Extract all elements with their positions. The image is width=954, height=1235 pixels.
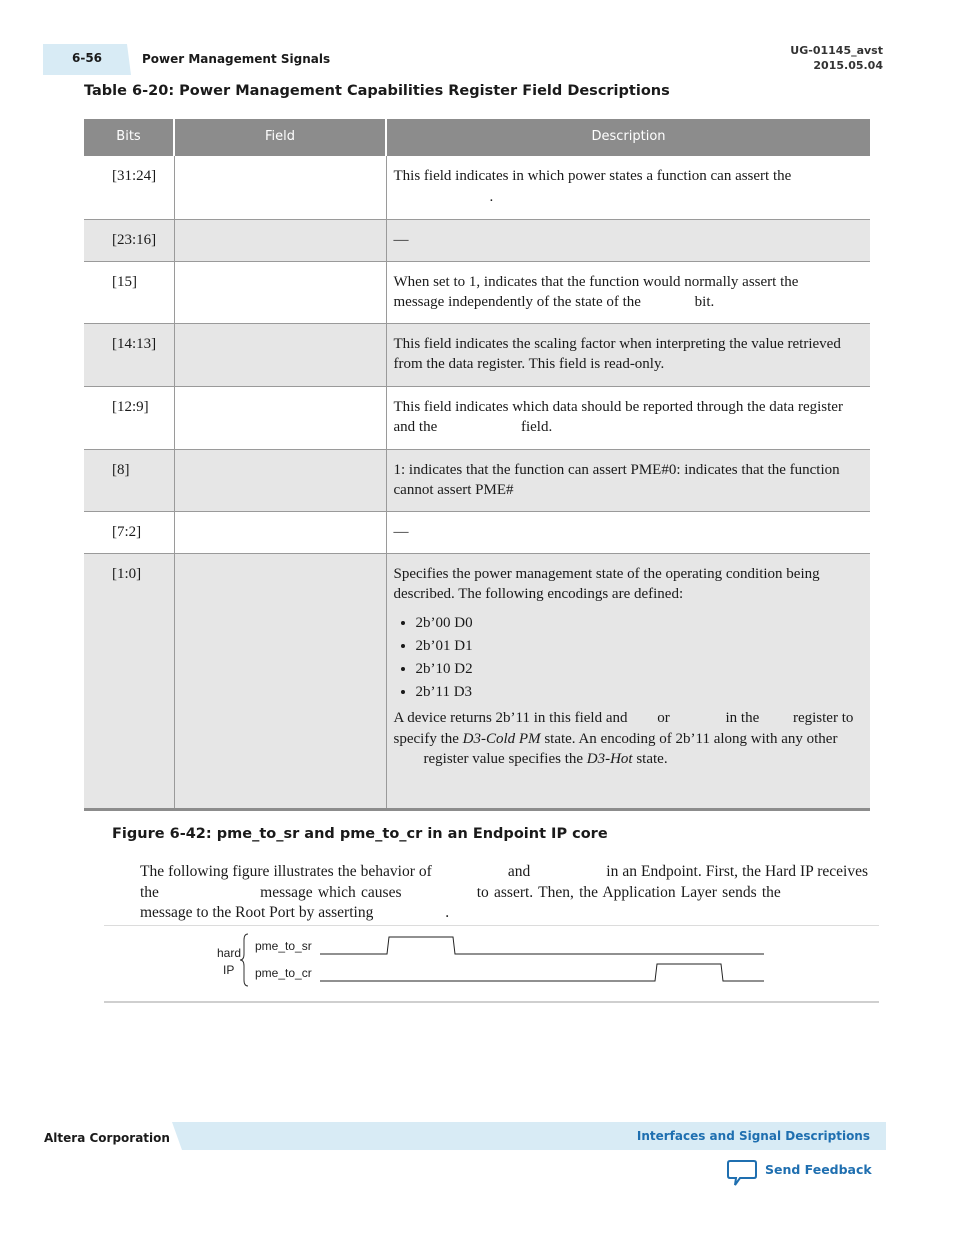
- table-row: [84, 553, 870, 809]
- group-brace: [240, 934, 248, 986]
- waveform-pme-to-cr: [320, 964, 764, 981]
- bits-cell: [14:13]: [84, 323, 174, 386]
- send-feedback-link[interactable]: Send Feedback: [765, 1162, 872, 1177]
- field-cell: [174, 511, 386, 553]
- description-cell: —: [386, 511, 870, 553]
- signal-label-pme-to-cr: pme_to_cr: [255, 966, 312, 980]
- bits-cell: [31:24]: [84, 156, 174, 219]
- doc-info: [790, 43, 883, 73]
- list-item: • 2b’11 D3: [416, 682, 863, 703]
- section-title: Power Management Signals: [142, 52, 331, 66]
- table-row: [84, 156, 870, 219]
- field-cell: [174, 261, 386, 323]
- description-cell: 1: indicates that the function can assert PME#0: indicates that the function cannot assert PME#: [386, 449, 870, 511]
- description-cell: —: [386, 219, 870, 261]
- list-item: • 2b’01 D1: [416, 636, 863, 657]
- table-row: [84, 219, 870, 261]
- doc-date: 2015.05.04: [813, 59, 883, 72]
- table-row: [84, 386, 870, 449]
- field-cell: [174, 156, 386, 219]
- field-cell: [174, 386, 386, 449]
- table-row: [84, 323, 870, 386]
- encoding-list: [394, 613, 863, 703]
- bits-cell: [8]: [84, 449, 174, 511]
- encoding-note: A device returns 2b’11 in this field and or in the register to specify the D3-Cold PM state. An encoding of 2b’11 along with any other register value specifies the D3-Hot state.: [393, 710, 854, 767]
- feedback-icon[interactable]: [727, 1159, 757, 1187]
- description-cell: [386, 156, 870, 219]
- encoding-intro: Specifies the power management state of the operating condition being described. The following encodings are defined:: [393, 565, 820, 602]
- bits-cell: [7:2]: [84, 511, 174, 553]
- list-item: • 2b’00 D0: [416, 613, 863, 634]
- field-cell: [174, 323, 386, 386]
- doc-id: UG-01145_avst: [790, 44, 883, 57]
- page-number: 6-56: [71, 51, 103, 65]
- description-text: field.: [520, 419, 553, 435]
- column-header-field: Field: [174, 119, 386, 156]
- waveform-pme-to-sr: [320, 937, 764, 954]
- signal-label-pme-to-sr: pme_to_sr: [255, 939, 312, 953]
- group-label-ip: IP: [223, 963, 235, 977]
- column-header-description: Description: [386, 119, 870, 156]
- field-cell: [174, 219, 386, 261]
- register-table: [84, 119, 870, 811]
- figure-bottom-rule: [104, 1001, 879, 1003]
- table-row: [84, 261, 870, 323]
- description-cell: [386, 261, 870, 323]
- bits-cell: [1:0]: [84, 553, 174, 809]
- description-text: message independently of the state of the: [393, 294, 641, 310]
- list-item: • 2b’10 D2: [416, 659, 863, 680]
- footer-section-link[interactable]: Interfaces and Signal Descriptions: [636, 1129, 870, 1143]
- bits-cell: [15]: [84, 261, 174, 323]
- field-cell: [174, 449, 386, 511]
- figure-description: The following figure illustrates the behavior of and in an Endpoint. First, the Hard IP receives the message which causes to assert. Then, the Application Layer sends the message to the Root Port by asserting .: [140, 863, 869, 921]
- bits-cell: [12:9]: [84, 386, 174, 449]
- figure-caption: Figure 6-42: pme_to_sr and pme_to_cr in an Endpoint IP core: [112, 826, 608, 842]
- figure-top-rule: [104, 925, 879, 926]
- description-text: When set to 1, indicates that the function would normally assert the: [393, 273, 799, 290]
- table-caption: Table 6-20: Power Management Capabilities Register Field Descriptions: [84, 83, 670, 99]
- description-cell: [386, 553, 870, 809]
- description-text: This field indicates in which power states a function can assert the: [393, 168, 792, 184]
- column-header-bits: Bits: [84, 119, 174, 156]
- description-text: .: [489, 188, 494, 205]
- field-cell: [174, 553, 386, 809]
- description-cell: [386, 386, 870, 449]
- table-header-row: [84, 119, 870, 156]
- group-label-hard: hard: [217, 946, 242, 960]
- description-text: This field indicates which data should be reported through the data register and the: [393, 398, 843, 435]
- company-name: Altera Corporation: [44, 1131, 170, 1145]
- table-row: [84, 511, 870, 553]
- timing-diagram: [104, 928, 784, 992]
- description-cell: This field indicates the scaling factor when interpreting the value retrieved from the data register. This field is read-only.: [386, 323, 870, 386]
- table-row: [84, 449, 870, 511]
- description-text: bit.: [694, 294, 715, 310]
- bits-cell: [23:16]: [84, 219, 174, 261]
